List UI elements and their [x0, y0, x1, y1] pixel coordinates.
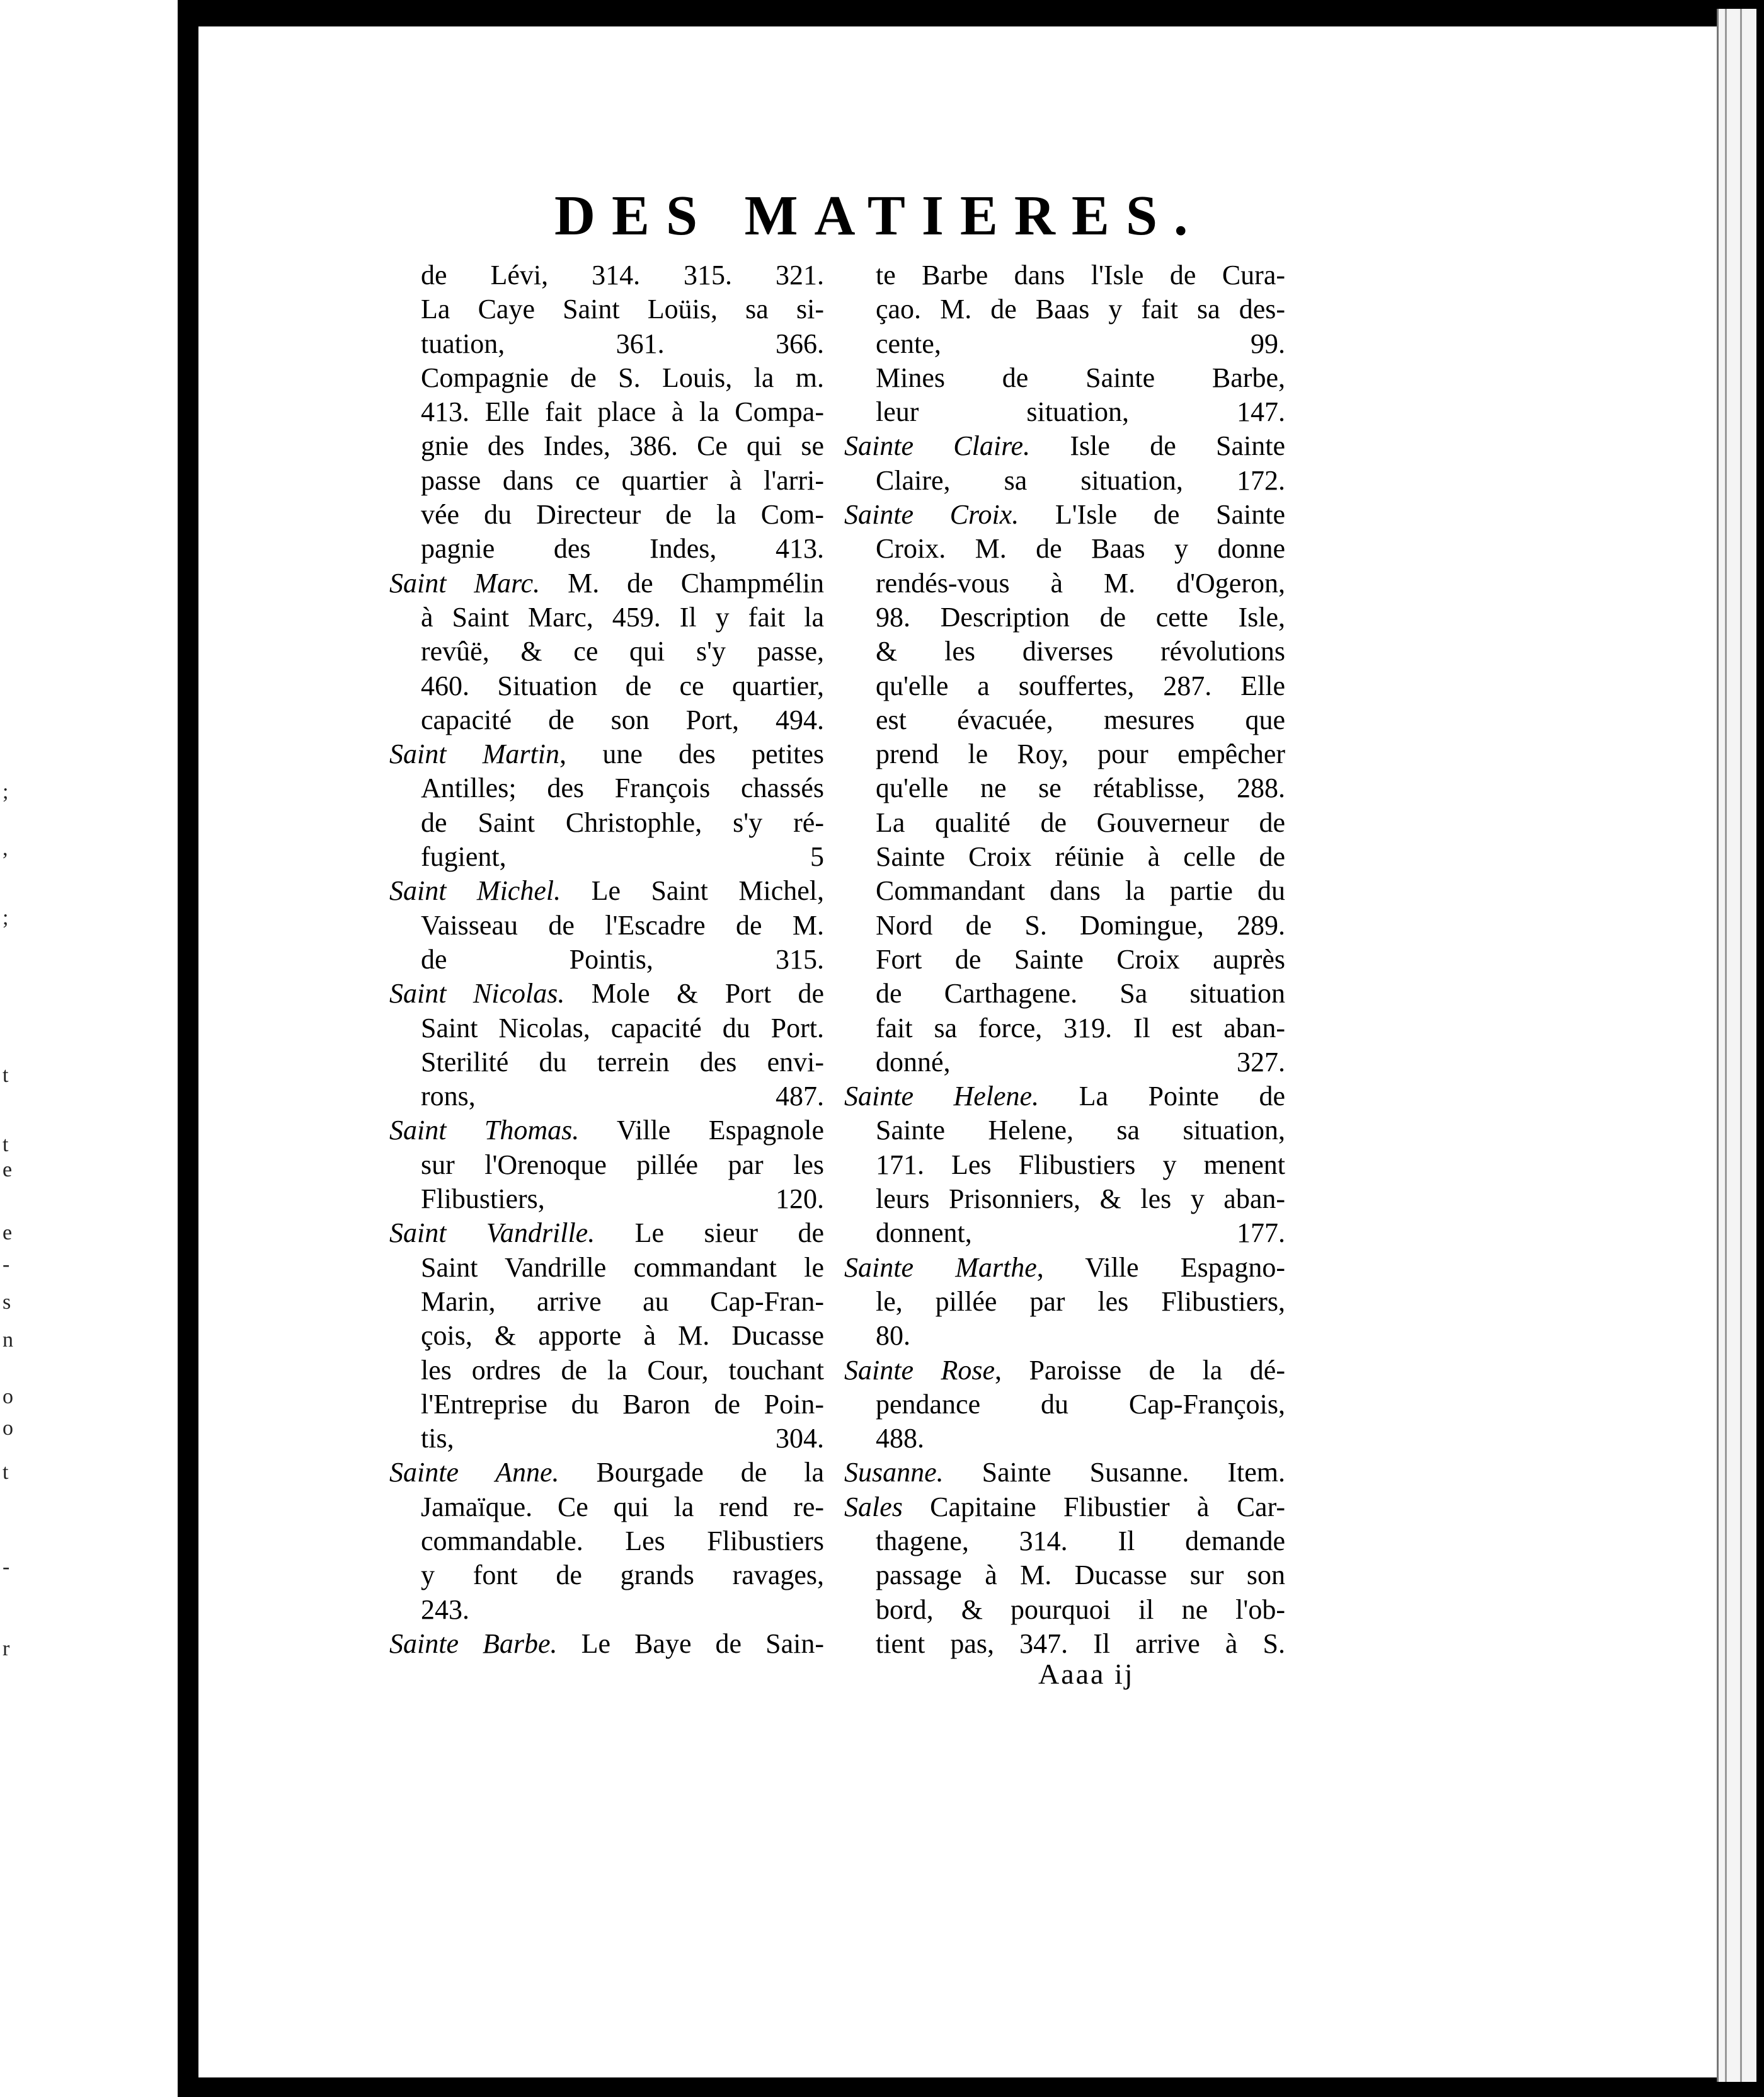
index-line — [389, 327, 824, 361]
entry-text: vée du Directeur de la Com- — [421, 499, 824, 531]
index-line — [844, 1627, 1285, 1661]
index-line — [844, 840, 1285, 874]
entry-text: Nord de S. Domingue, 289. — [876, 909, 1285, 941]
index-line — [389, 977, 824, 1011]
entry-text: tient pas, 347. Il arrive à S. — [876, 1628, 1285, 1659]
entry-text: Commandant dans la partie du — [876, 875, 1285, 907]
entry-heading: Saint Martin — [389, 738, 559, 770]
entry-text: 488. — [876, 1423, 924, 1454]
entry-text: te Barbe dans l'Isle de Cura- — [876, 260, 1285, 290]
index-line — [389, 1113, 824, 1147]
index-line — [844, 1387, 1285, 1422]
entry-text: Mole & Port de — [564, 978, 824, 1009]
entry-heading: Sainte Marthe — [844, 1251, 1037, 1283]
index-line — [389, 1558, 824, 1592]
index-line — [389, 464, 824, 498]
entry-text: 80. — [876, 1320, 910, 1352]
index-column-left — [389, 258, 824, 1661]
margin-mark: o — [3, 1416, 13, 1440]
index-line — [389, 600, 824, 635]
index-line — [389, 258, 824, 292]
entry-heading: Sainte Rose — [844, 1354, 995, 1386]
entry-text: 98. Description de cette Isle, — [876, 601, 1285, 633]
entry-text: 171. Les Flibustiers y menent — [876, 1149, 1285, 1180]
entry-text: Sainte Susanne. Item. — [943, 1457, 1285, 1488]
index-line — [389, 1319, 824, 1353]
index-line — [389, 1045, 824, 1079]
index-line — [389, 1524, 824, 1558]
entry-text: La Pointe de — [1039, 1081, 1285, 1112]
entry-text: bord, & pourquoi il ne l'ob- — [876, 1594, 1285, 1625]
index-line — [844, 874, 1285, 908]
index-line — [844, 669, 1285, 703]
index-line — [389, 566, 824, 600]
entry-text: commandable. Les Flibustiers — [421, 1525, 824, 1556]
margin-mark: ; — [3, 906, 9, 929]
index-line — [844, 498, 1285, 532]
index-line — [844, 1285, 1285, 1319]
index-line — [389, 943, 824, 977]
index-line — [844, 737, 1285, 771]
index-line — [389, 669, 824, 703]
index-line — [844, 1079, 1285, 1113]
entry-heading: Sainte Helene. — [844, 1081, 1040, 1112]
index-line — [389, 361, 824, 395]
entry-text: le, pillée par les Flibustiers, — [876, 1285, 1285, 1317]
margin-mark: n — [3, 1328, 13, 1352]
entry-heading: Saint Michel. — [389, 875, 561, 907]
catchword: Aaaa ij — [1038, 1658, 1135, 1690]
index-line — [844, 1148, 1285, 1182]
margin-mark: ; — [3, 780, 9, 803]
entry-text: de Lévi, 314. 315. 321. — [421, 260, 824, 290]
index-column-right — [844, 258, 1285, 1661]
entry-text: les ordres de la Cour, touchant — [421, 1354, 824, 1386]
entry-text: pendance du Cap-François, — [876, 1388, 1285, 1420]
entry-text: tis, 304. — [421, 1423, 824, 1454]
margin-mark: o — [3, 1385, 13, 1408]
entry-text: Le Saint Michel, — [561, 875, 824, 907]
index-line — [389, 498, 824, 532]
entry-text: Ville Espagnole — [579, 1115, 825, 1146]
entry-text: prend le Roy, pour empêcher — [876, 738, 1285, 770]
index-line — [389, 806, 824, 840]
index-line — [844, 703, 1285, 737]
index-line — [389, 737, 824, 771]
entry-text: sur l'Orenoque pillée par les — [421, 1149, 824, 1180]
index-line — [389, 1079, 824, 1113]
index-line — [389, 1422, 824, 1456]
index-line — [389, 1285, 824, 1319]
entry-text: Sterilité du terrein des envi- — [421, 1046, 824, 1077]
entry-text: Saint Nicolas, capacité du Port. — [421, 1012, 824, 1043]
margin-mark: e — [3, 1158, 13, 1181]
index-line — [844, 771, 1285, 805]
index-line — [389, 532, 824, 566]
index-line — [389, 1011, 824, 1045]
index-line — [389, 1490, 824, 1524]
index-line — [844, 1353, 1285, 1387]
index-line — [844, 909, 1285, 943]
index-line — [389, 909, 824, 943]
margin-mark: t — [3, 1461, 9, 1484]
index-line — [389, 874, 824, 908]
entry-text: Saint Vandrille commandant le — [421, 1251, 824, 1283]
entry-heading: Sainte Anne. — [389, 1457, 559, 1488]
entry-heading: Sainte Croix. — [844, 499, 1019, 531]
index-line — [844, 806, 1285, 840]
index-line — [844, 1490, 1285, 1524]
index-line — [844, 1216, 1285, 1250]
entry-text: à Saint Marc, 459. Il y fait la — [421, 601, 824, 633]
index-line — [389, 429, 824, 463]
entry-text: passage à M. Ducasse sur son — [876, 1560, 1285, 1591]
entry-text: passe dans ce quartier à l'arri- — [421, 464, 824, 496]
entry-text: rons, 487. — [421, 1081, 824, 1112]
entry-text: pagnie des Indes, 413. — [421, 533, 824, 565]
margin-mark: t — [3, 1064, 9, 1087]
entry-text: Capitaine Flibustier à Car- — [902, 1491, 1285, 1522]
entry-text: çao. M. de Baas y fait sa des- — [876, 294, 1285, 325]
entry-text: donnent, 177. — [876, 1217, 1285, 1249]
entry-text: rendés-vous à M. d'Ogeron, — [876, 567, 1285, 599]
entry-text: gnie des Indes, 386. Ce qui se — [421, 430, 824, 462]
entry-text: qu'elle a souffertes, 287. Elle — [876, 670, 1285, 701]
entry-text: Bourgade de la — [559, 1457, 825, 1488]
index-line — [844, 361, 1285, 395]
entry-text: La Caye Saint Loüis, sa si- — [421, 294, 824, 325]
entry-text: Claire, sa situation, 172. — [876, 464, 1285, 496]
entry-text: revûë, & ce qui s'y passe, — [421, 636, 824, 667]
index-line — [389, 1387, 824, 1422]
entry-text: Le Baye de Sain- — [557, 1628, 824, 1659]
entry-text: L'Isle de Sainte — [1019, 499, 1285, 531]
page-edge-right — [1717, 9, 1756, 2082]
entry-text: Sainte Helene, sa situation, — [876, 1115, 1285, 1146]
index-line — [389, 771, 824, 805]
index-line — [844, 635, 1285, 669]
entry-text: çois, & apporte à M. Ducasse — [421, 1320, 824, 1352]
entry-text: thagene, 314. Il demande — [876, 1525, 1285, 1556]
entry-text: fait sa force, 319. Il est aban- — [876, 1012, 1285, 1043]
index-line — [389, 703, 824, 737]
entry-text: 413. Elle fait place à la Compa- — [421, 396, 824, 428]
index-line — [844, 1524, 1285, 1558]
index-line — [389, 1251, 824, 1285]
entry-heading: Sainte Barbe. — [389, 1628, 558, 1659]
index-line — [844, 1011, 1285, 1045]
entry-text: est évacuée, mesures que — [876, 704, 1285, 735]
index-line — [844, 464, 1285, 498]
entry-text: Vaisseau de l'Escadre de M. — [421, 909, 824, 941]
index-line — [389, 1148, 824, 1182]
entry-text: Jamaïque. Ce qui la rend re- — [421, 1491, 824, 1522]
index-line — [844, 600, 1285, 635]
entry-text: Fort de Sainte Croix auprès — [876, 943, 1285, 975]
index-line — [389, 395, 824, 429]
entry-text: cente, 99. — [876, 328, 1285, 359]
index-line — [844, 1558, 1285, 1592]
index-line — [844, 1045, 1285, 1079]
index-line — [389, 1593, 824, 1627]
index-line — [844, 977, 1285, 1011]
margin-mark: s — [3, 1290, 11, 1314]
entry-heading: Saint Thomas. — [389, 1115, 580, 1146]
entry-heading: Saint Marc. — [389, 567, 541, 599]
page-heading: DES MATIERES. — [554, 185, 1205, 247]
index-line — [844, 1593, 1285, 1627]
entry-text: leurs Prisonniers, & les y aban- — [876, 1183, 1285, 1215]
index-line — [844, 1251, 1285, 1285]
entry-text: 460. Situation de ce quartier, — [421, 670, 824, 701]
entry-text: de Pointis, 315. — [421, 943, 824, 975]
index-line — [844, 1182, 1285, 1216]
index-line — [844, 943, 1285, 977]
index-line — [844, 532, 1285, 566]
margin-mark: - — [3, 1253, 10, 1276]
entry-text: Le sieur de — [595, 1217, 824, 1249]
entry-text: de Carthagene. Sa situation — [876, 978, 1285, 1009]
entry-text: y font de grands ravages, — [421, 1560, 824, 1591]
entry-text: La qualité de Gouverneur de — [876, 807, 1285, 838]
entry-text: & les diverses révolutions — [876, 636, 1285, 667]
entry-text: M. de Champmélin — [540, 567, 824, 599]
margin-mark: r — [3, 1637, 10, 1660]
entry-text: Flibustiers, 120. — [421, 1183, 824, 1215]
entry-text: , Ville Espagno- — [1036, 1251, 1285, 1283]
entry-heading: Saint Vandrille. — [389, 1217, 595, 1249]
index-line — [389, 635, 824, 669]
margin-mark: e — [3, 1221, 13, 1244]
entry-text: donné, 327. — [876, 1046, 1285, 1077]
adjacent-page-edge — [0, 0, 178, 2097]
margin-mark: - — [3, 1555, 10, 1578]
index-line — [389, 840, 824, 874]
entry-text: Antilles; des François chassés — [421, 773, 824, 804]
entry-text: tuation, 361. 366. — [421, 328, 824, 359]
entry-text: Croix. M. de Baas y donne — [876, 533, 1285, 565]
index-line — [389, 1456, 824, 1490]
index-line — [389, 292, 824, 326]
index-line — [844, 327, 1285, 361]
entry-text: leur situation, 147. — [876, 396, 1285, 428]
entry-text: Marin, arrive au Cap-Fran- — [421, 1285, 824, 1317]
entry-text: Isle de Sainte — [1030, 430, 1285, 462]
entry-text: de Saint Christophle, s'y ré- — [421, 807, 824, 838]
index-line — [844, 1456, 1285, 1490]
entry-heading: Saint Nicolas. — [389, 978, 565, 1009]
index-line — [844, 395, 1285, 429]
index-line — [389, 1353, 824, 1387]
entry-heading: Sales — [844, 1491, 903, 1522]
margin-mark: t — [3, 1133, 9, 1156]
entry-text: , une des petites — [559, 738, 824, 770]
entry-text: fugient, 5 — [421, 841, 824, 873]
margin-mark: , — [3, 837, 8, 860]
entry-heading: Susanne. — [844, 1457, 944, 1488]
index-line — [389, 1216, 824, 1250]
index-line — [389, 1627, 824, 1661]
index-line — [844, 258, 1285, 292]
index-line — [844, 1422, 1285, 1456]
index-line — [844, 1319, 1285, 1353]
entry-heading: Sainte Claire. — [844, 430, 1031, 462]
entry-text: Mines de Sainte Barbe, — [876, 362, 1285, 393]
index-line — [389, 1182, 824, 1216]
entry-text: l'Entreprise du Baron de Poin- — [421, 1388, 824, 1420]
entry-text: qu'elle ne se rétablisse, 288. — [876, 773, 1285, 804]
index-line — [844, 429, 1285, 463]
entry-text: 243. — [421, 1594, 469, 1625]
entry-text: , Paroisse de la dé- — [994, 1354, 1285, 1386]
entry-text: Sainte Croix réünie à celle de — [876, 841, 1285, 873]
index-line — [844, 1113, 1285, 1147]
entry-text: capacité de son Port, 494. — [421, 704, 824, 735]
entry-text: Compagnie de S. Louis, la m. — [421, 362, 824, 393]
index-line — [844, 292, 1285, 326]
index-line — [844, 566, 1285, 600]
